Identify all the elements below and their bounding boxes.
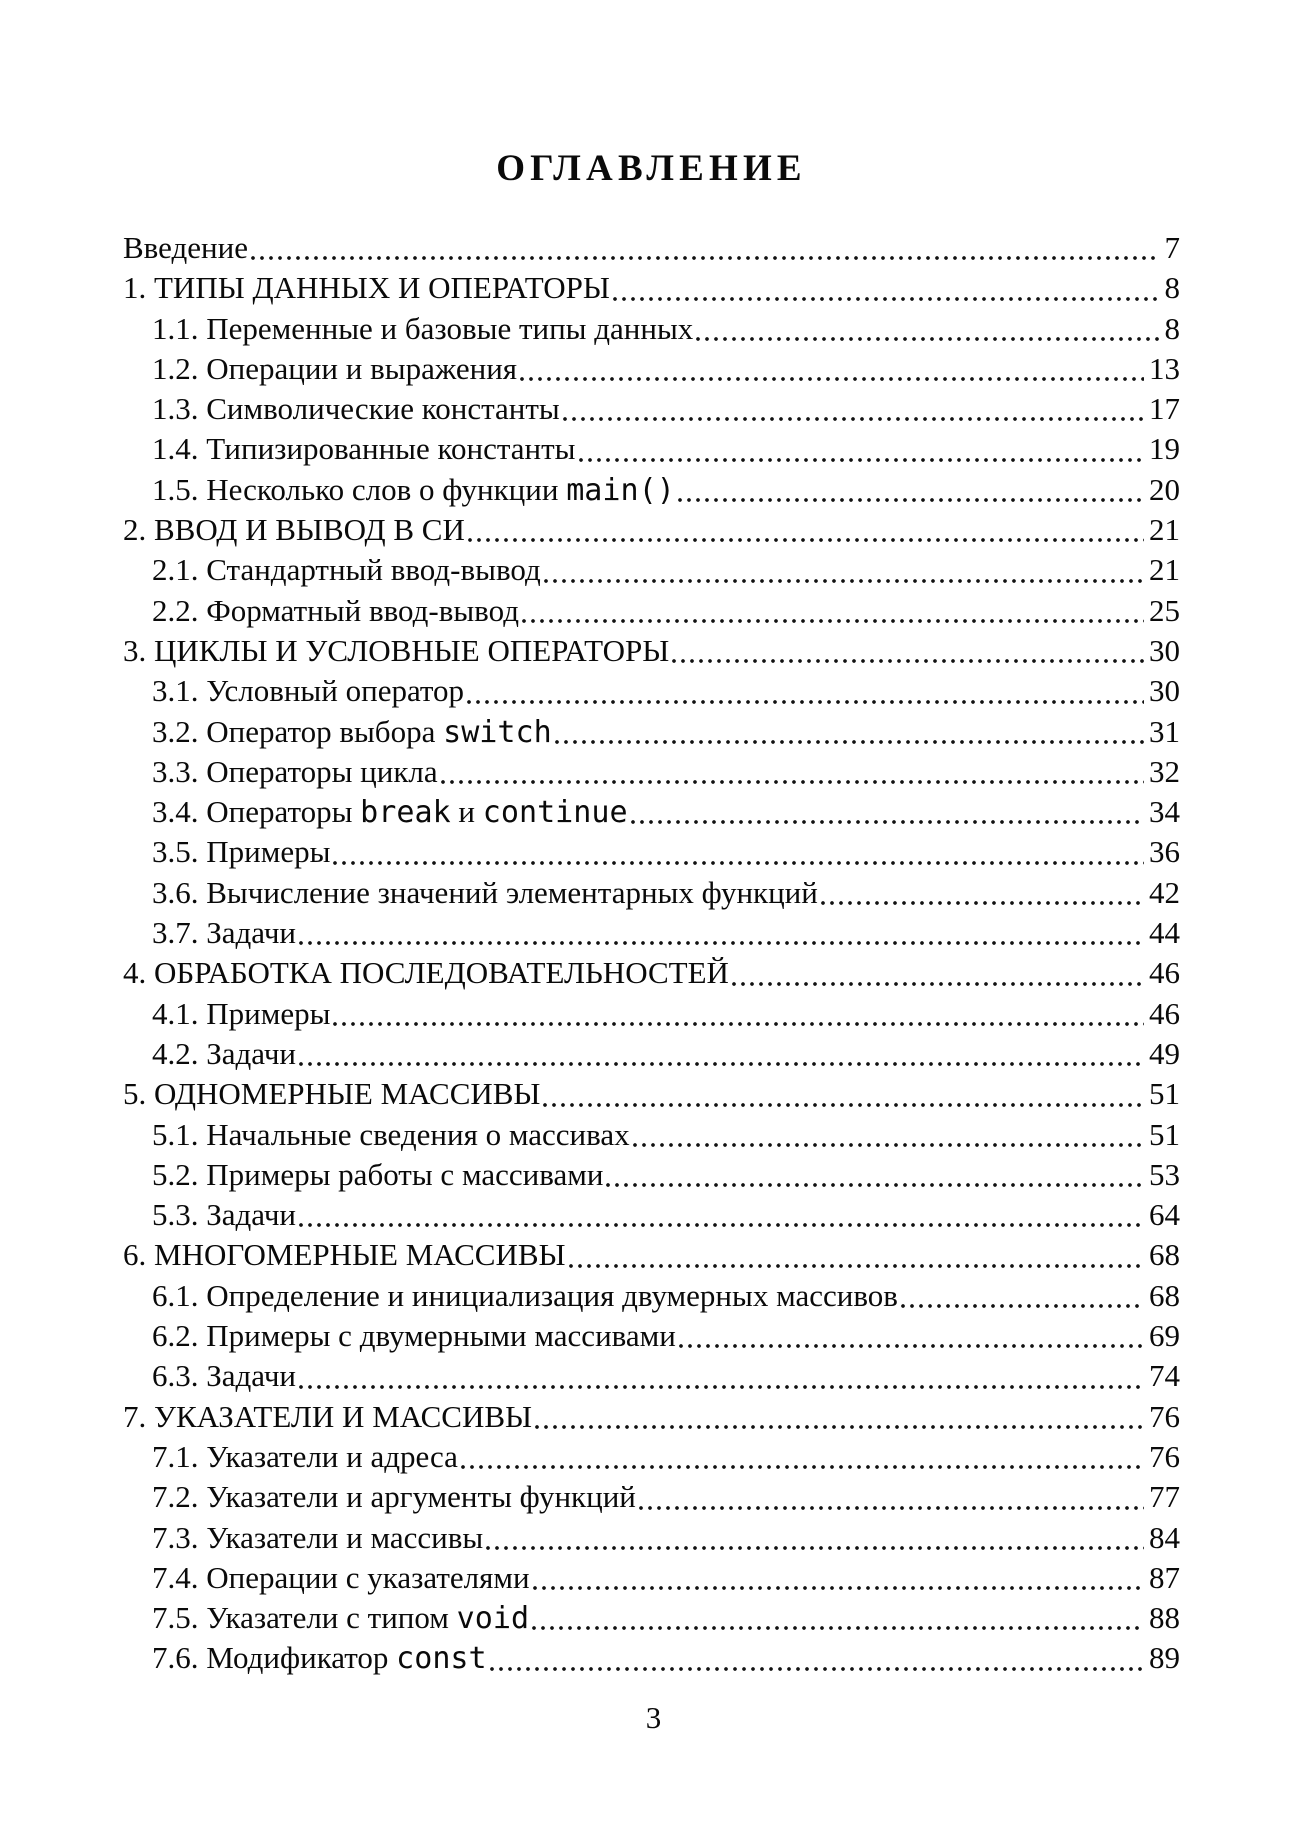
- toc-entry: [123, 309, 1180, 349]
- dot-leader: [468, 538, 1144, 542]
- toc-entry-text: [123, 1074, 540, 1114]
- dot-leader: [299, 1062, 1144, 1066]
- toc-entry-page: 87: [1149, 1559, 1180, 1595]
- toc-entry: [123, 1155, 1180, 1195]
- page-number: 3: [645, 1700, 662, 1735]
- toc-entry-text: [152, 389, 560, 429]
- toc-entry: [123, 429, 1180, 469]
- toc-entry-text: [152, 470, 675, 510]
- code-text: const: [396, 1641, 487, 1677]
- dot-leader: [467, 700, 1144, 704]
- toc-entry-page: 46: [1149, 955, 1180, 991]
- toc-entry: [123, 1518, 1180, 1558]
- dot-leader: [543, 1103, 1144, 1107]
- toc-entry-text: [152, 429, 576, 469]
- plain-text: 6.1. Определение и инициализация двумерных массивов: [152, 1277, 898, 1313]
- dot-leader: [639, 1506, 1144, 1510]
- dot-leader: [486, 1546, 1144, 1550]
- toc-entry: [123, 470, 1180, 510]
- toc-entry-page: 36: [1149, 834, 1180, 870]
- toc-entry-page: 8: [1164, 310, 1180, 346]
- code-text: switch: [443, 714, 552, 750]
- plain-text: 1.1. Переменные и базовые типы данных: [152, 310, 694, 346]
- plain-text: 7.2. Указатели и аргументы функций: [152, 1479, 636, 1515]
- toc-entry-page: 68: [1149, 1277, 1180, 1313]
- dot-leader: [544, 579, 1144, 583]
- dot-leader: [532, 1626, 1144, 1630]
- toc-entry-page: 13: [1149, 350, 1180, 386]
- dot-leader: [535, 1425, 1144, 1429]
- plain-text: 6.2. Примеры с двумерными массивами: [152, 1318, 676, 1354]
- toc-entry-text: [123, 228, 248, 268]
- toc-entry-text: [152, 1034, 296, 1074]
- plain-text: 6. МНОГОМЕРНЫЕ МАССИВЫ: [123, 1237, 566, 1273]
- plain-text: 4. ОБРАБОТКА ПОСЛЕДОВАТЕЛЬНОСТЕЙ: [123, 955, 729, 991]
- dot-leader: [251, 256, 1160, 260]
- toc-entry-text: [152, 591, 519, 631]
- toc-entry: [123, 631, 1180, 671]
- toc-entry: [123, 1276, 1180, 1316]
- toc-entry-page: 34: [1149, 794, 1180, 830]
- dot-leader: [299, 941, 1144, 945]
- toc-entry-page: 76: [1149, 1398, 1180, 1434]
- toc-entry-page: 25: [1149, 592, 1180, 628]
- plain-text: 5. ОДНОМЕРНЫЕ МАССИВЫ: [123, 1076, 541, 1112]
- toc-entry-page: 69: [1149, 1318, 1180, 1354]
- plain-text: 3.3. Операторы цикла: [152, 753, 438, 789]
- toc-entry: [123, 1235, 1180, 1275]
- toc-entry-page: 46: [1149, 995, 1180, 1031]
- toc-entry-text: [152, 913, 296, 953]
- toc-entry-text: [152, 550, 541, 590]
- toc-entry: [123, 1195, 1180, 1235]
- toc-entry-text: [123, 1235, 566, 1275]
- plain-text: 1.5. Несколько слов о функции: [152, 471, 567, 507]
- toc-entry-page: 30: [1149, 632, 1180, 668]
- dot-leader: [821, 901, 1144, 905]
- toc-entry-text: [152, 1598, 529, 1638]
- plain-text: Введение: [123, 230, 248, 265]
- toc-entry-page: 21: [1149, 512, 1180, 548]
- dot-leader: [299, 1385, 1144, 1389]
- dot-leader: [333, 1022, 1144, 1026]
- toc-entry: [123, 752, 1180, 792]
- plain-text: 7.3. Указатели и массивы: [152, 1519, 484, 1555]
- dot-leader: [679, 1344, 1144, 1348]
- toc-entry-page: 44: [1149, 915, 1180, 951]
- toc-entry-text: [152, 1477, 636, 1517]
- toc-entry-page: 77: [1149, 1479, 1180, 1515]
- plain-text: 4.1. Примеры: [152, 995, 331, 1031]
- dot-leader: [901, 1304, 1144, 1308]
- toc-entry: [123, 913, 1180, 953]
- toc-entry-page: 88: [1149, 1600, 1180, 1636]
- toc-entry: [123, 994, 1180, 1034]
- toc-entry-page: 49: [1149, 1035, 1180, 1071]
- plain-text: 3.5. Примеры: [152, 834, 331, 870]
- plain-text: 7.4. Операции с указателями: [152, 1559, 530, 1595]
- code-text: continue: [482, 795, 628, 831]
- toc-entry-page: 17: [1149, 391, 1180, 427]
- plain-text: 3.4. Операторы: [152, 794, 361, 830]
- toc-entry-page: 21: [1149, 552, 1180, 588]
- toc-entry-text: [152, 994, 330, 1034]
- dot-leader: [490, 1667, 1144, 1671]
- toc-entry: [123, 550, 1180, 590]
- dot-leader: [631, 820, 1144, 824]
- toc-entry-page: 7: [1164, 230, 1180, 265]
- plain-text: 3.6. Вычисление значений элементарных функций: [152, 874, 818, 910]
- dot-leader: [563, 417, 1144, 421]
- toc-entry-page: 68: [1149, 1237, 1180, 1273]
- toc-entry: [123, 832, 1180, 872]
- toc-entry-text: [152, 1115, 630, 1155]
- code-text: break: [360, 795, 451, 831]
- toc-entry: [123, 1437, 1180, 1477]
- toc-entry-page: 30: [1149, 673, 1180, 709]
- dot-leader: [333, 861, 1144, 865]
- toc-entry: [123, 591, 1180, 631]
- dot-leader: [678, 498, 1144, 502]
- toc-entry: [123, 1558, 1180, 1598]
- toc-entry-page: 32: [1149, 753, 1180, 789]
- toc-entry-page: 20: [1149, 471, 1180, 507]
- toc-entry-text: [152, 873, 818, 913]
- toc-entry-page: 76: [1149, 1438, 1180, 1474]
- toc-entry-page: 84: [1149, 1519, 1180, 1555]
- toc-entry-text: [152, 712, 552, 752]
- plain-text: 1.3. Символические константы: [152, 391, 560, 427]
- dot-leader: [555, 740, 1144, 744]
- toc-entry-text: [152, 349, 517, 389]
- dot-leader: [522, 619, 1144, 623]
- toc-entry: [123, 671, 1180, 711]
- toc-entry: [123, 1397, 1180, 1437]
- plain-text: 3.2. Оператор выбора: [152, 713, 444, 749]
- toc-entry-text: [123, 268, 610, 308]
- dot-leader: [579, 458, 1144, 462]
- toc-entry: [123, 1598, 1180, 1638]
- toc-entry-text: [123, 510, 465, 550]
- toc-entry: [123, 1316, 1180, 1356]
- toc-entry: [123, 228, 1180, 268]
- toc-entry-text: [152, 1638, 487, 1678]
- plain-text: 7. УКАЗАТЕЛИ И МАССИВЫ: [123, 1398, 533, 1434]
- toc-entry: [123, 792, 1180, 832]
- toc-entry-text: [123, 631, 669, 671]
- toc-entry: [123, 1356, 1180, 1396]
- toc-entry: [123, 1034, 1180, 1074]
- toc-entry: [123, 873, 1180, 913]
- dot-leader: [461, 1465, 1144, 1469]
- code-text: main(): [566, 472, 675, 508]
- code-text: void: [456, 1601, 530, 1637]
- toc-entry: [123, 953, 1180, 993]
- toc-entry-text: [152, 752, 438, 792]
- dot-leader: [299, 1223, 1144, 1227]
- plain-text: 1.2. Операции и выражения: [152, 350, 518, 386]
- plain-text: 7.1. Указатели и адреса: [152, 1438, 458, 1474]
- toc-entry-page: 89: [1149, 1640, 1180, 1676]
- toc-entry-text: [152, 1558, 530, 1598]
- toc-entry: [123, 349, 1180, 389]
- dot-leader: [606, 1183, 1144, 1187]
- toc-entry-text: [152, 1316, 676, 1356]
- plain-text: и: [450, 794, 483, 830]
- plain-text: 4.2. Задачи: [152, 1035, 297, 1071]
- toc-entry: [123, 510, 1180, 550]
- toc-entry: [123, 712, 1180, 752]
- page-title: ОГЛАВЛЕНИЕ: [496, 148, 807, 189]
- plain-text: 2. ВВОД И ВЫВОД В СИ: [123, 512, 465, 548]
- toc-entry-text: [152, 792, 628, 832]
- toc-entry: [123, 1074, 1180, 1114]
- toc-entry-page: 42: [1149, 874, 1180, 910]
- dot-leader: [613, 297, 1160, 301]
- plain-text: 3. ЦИКЛЫ И УСЛОВНЫЕ ОПЕРАТОРЫ: [123, 632, 670, 668]
- toc-entry-text: [123, 953, 729, 993]
- dot-leader: [533, 1586, 1144, 1590]
- toc-entry-page: 53: [1149, 1156, 1180, 1192]
- toc-entry-page: 74: [1149, 1358, 1180, 1394]
- toc-entry-page: 64: [1149, 1197, 1180, 1233]
- dot-leader: [633, 1143, 1144, 1147]
- toc-entry-text: [152, 1195, 296, 1235]
- plain-text: 5.3. Задачи: [152, 1197, 297, 1233]
- plain-text: 6.3. Задачи: [152, 1358, 297, 1394]
- toc-entry-text: [152, 671, 464, 711]
- plain-text: 3.1. Условный оператор: [152, 673, 465, 709]
- toc-entry-page: 51: [1149, 1076, 1180, 1112]
- dot-leader: [520, 377, 1144, 381]
- toc-entry: [123, 268, 1180, 308]
- toc-entry-text: [152, 1155, 603, 1195]
- plain-text: 3.7. Задачи: [152, 915, 297, 951]
- dot-leader: [732, 982, 1144, 986]
- toc-entry-page: 51: [1149, 1116, 1180, 1152]
- toc-entry-page: 31: [1149, 713, 1180, 749]
- toc-entry: [123, 1638, 1180, 1678]
- dot-leader: [441, 780, 1144, 784]
- toc-entry-text: [123, 1397, 532, 1437]
- dot-leader: [569, 1264, 1144, 1268]
- toc-entry: [123, 1115, 1180, 1155]
- toc-entry-text: [152, 1356, 296, 1396]
- toc-entry-text: [152, 309, 693, 349]
- toc-entry-text: [152, 1276, 898, 1316]
- toc-entry-text: [152, 1437, 458, 1477]
- plain-text: 2.2. Форматный ввод-вывод: [152, 592, 519, 628]
- plain-text: 1.4. Типизированные константы: [152, 431, 576, 467]
- toc-entry-page: 8: [1164, 270, 1180, 306]
- toc-entry-page: 19: [1149, 431, 1180, 467]
- toc-list: [123, 228, 1180, 1679]
- toc-entry: [123, 1477, 1180, 1517]
- plain-text: 7.6. Модификатор: [152, 1640, 397, 1676]
- dot-leader: [672, 659, 1144, 663]
- plain-text: 1. ТИПЫ ДАННЫХ И ОПЕРАТОРЫ: [123, 270, 610, 306]
- toc-entry: [123, 389, 1180, 429]
- plain-text: 2.1. Стандартный ввод-вывод: [152, 552, 541, 588]
- toc-entry-text: [152, 832, 330, 872]
- dot-leader: [696, 337, 1159, 341]
- plain-text: 7.5. Указатели с типом: [152, 1600, 457, 1636]
- plain-text: 5.2. Примеры работы с массивами: [152, 1156, 604, 1192]
- plain-text: 5.1. Начальные сведения о массивах: [152, 1116, 630, 1152]
- toc-entry-text: [152, 1518, 483, 1558]
